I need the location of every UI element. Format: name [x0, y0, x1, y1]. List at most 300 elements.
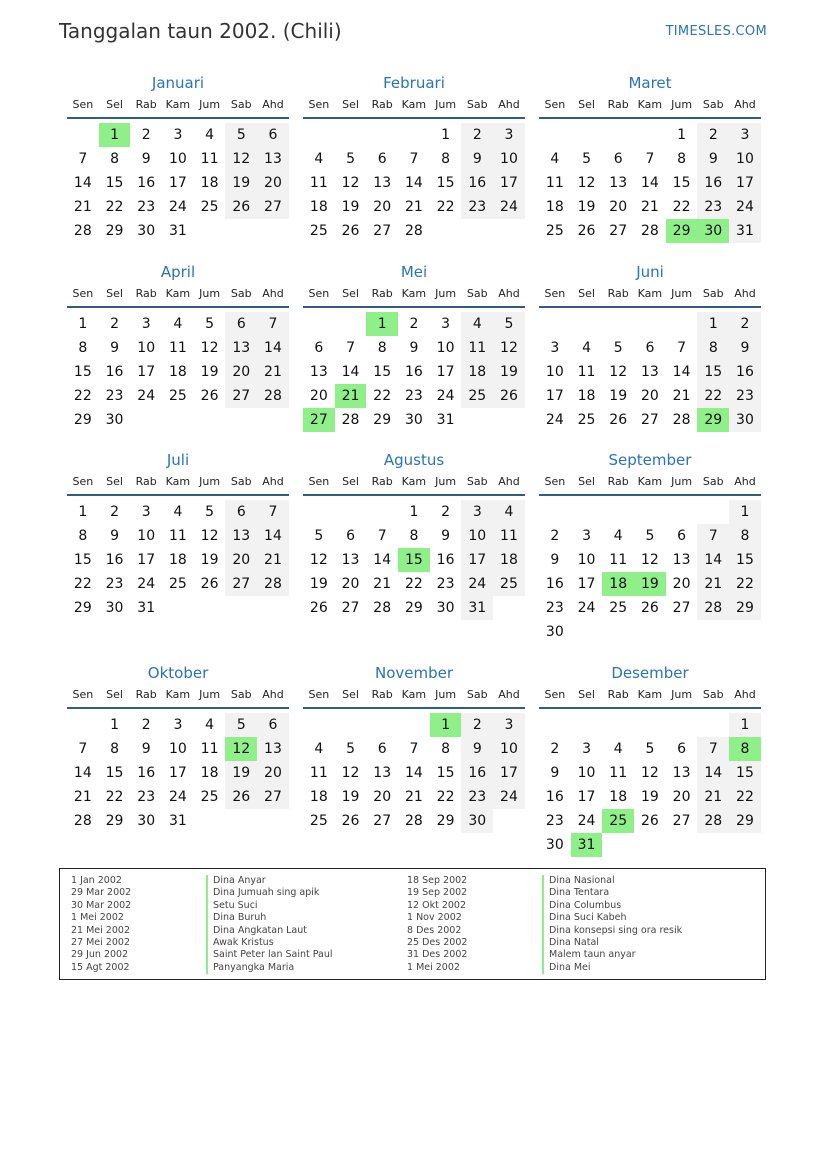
day-cell: 22 [373, 388, 392, 404]
weekday-label: Ahd [498, 475, 520, 488]
day-cell: 8 [78, 340, 88, 356]
week-row [539, 524, 761, 548]
week-row [303, 572, 525, 596]
empty-cell [225, 809, 257, 833]
empty-cell [398, 713, 430, 737]
weekend-day-cell: 15 [729, 548, 761, 572]
week-row [303, 761, 525, 785]
weekend-day-cell: 28 [697, 596, 729, 620]
empty-cell [257, 219, 289, 243]
weekend-day-cell: 16 [461, 171, 493, 195]
weekday-label: Ahd [734, 98, 756, 111]
day-cell: 24 [577, 813, 596, 829]
month-november [303, 663, 525, 833]
empty-cell [303, 713, 335, 737]
month-maret [539, 73, 761, 243]
week-row [303, 408, 525, 432]
weekday-label: Sel [578, 287, 595, 300]
weekend-day-cell: 18 [461, 360, 493, 384]
weekend-day-cell: 28 [697, 809, 729, 833]
weekend-day-cell: 8 [729, 524, 761, 548]
day-cell: 23 [545, 813, 564, 829]
weekend-day-cell: 22 [697, 384, 729, 408]
day-cell: 14 [73, 175, 92, 191]
empty-cell [67, 123, 99, 147]
day-cell: 18 [309, 199, 328, 215]
day-cell: 16 [436, 552, 455, 568]
day-cell: 2 [141, 717, 151, 733]
day-cell: 8 [441, 151, 451, 167]
weekend-day-cell: 27 [257, 195, 289, 219]
day-cell: 26 [200, 388, 219, 404]
weekday-header [539, 474, 761, 496]
empty-cell [335, 312, 367, 336]
weekday-label: Sab [230, 287, 252, 300]
day-cell: 12 [341, 765, 360, 781]
day-cell: 26 [640, 813, 659, 829]
day-cell: 30 [404, 412, 423, 428]
day-cell: 9 [110, 528, 119, 544]
holiday-day-cell: 30 [697, 219, 729, 243]
week-row [539, 713, 761, 737]
day-cell: 17 [577, 789, 596, 805]
day-cell: 11 [577, 364, 596, 380]
month-september [539, 450, 761, 644]
day-cell: 17 [168, 175, 187, 191]
weekend-day-cell: 18 [493, 548, 525, 572]
day-cell: 12 [200, 528, 219, 544]
week-row [67, 384, 289, 408]
week-row [67, 809, 289, 833]
day-cell: 3 [173, 127, 183, 143]
day-cell: 30 [545, 624, 564, 640]
day-cell: 31 [436, 412, 455, 428]
weekend-day-cell: 24 [729, 195, 761, 219]
weekend-day-cell: 7 [257, 500, 289, 524]
weekend-day-cell: 9 [461, 147, 493, 171]
legend-date: 8 Des 2002 [407, 924, 462, 936]
day-cell: 24 [545, 412, 564, 428]
week-row [539, 171, 761, 195]
day-cell: 11 [200, 741, 219, 757]
weekend-day-cell: 9 [729, 336, 761, 360]
holiday-day-cell: 27 [303, 408, 335, 432]
weekend-day-cell: 3 [461, 500, 493, 524]
empty-cell [602, 620, 634, 644]
weekend-day-cell: 30 [461, 809, 493, 833]
day-cell: 4 [582, 340, 591, 356]
day-cell: 14 [404, 765, 423, 781]
day-cell: 23 [137, 789, 156, 805]
weekday-label: Rab [371, 98, 393, 111]
week-row [539, 219, 761, 243]
legend-holiday-name: Dina Buruh [206, 912, 333, 924]
holiday-day-cell: 31 [571, 833, 603, 857]
weekend-day-cell: 25 [493, 572, 525, 596]
weekend-day-cell: 13 [225, 524, 257, 548]
month-name: Desember [611, 664, 689, 682]
weekend-day-cell: 20 [225, 360, 257, 384]
weekday-header [303, 97, 525, 119]
day-cell: 17 [137, 552, 156, 568]
day-cell: 20 [640, 388, 659, 404]
empty-cell [666, 500, 698, 524]
day-cell: 13 [341, 552, 360, 568]
day-cell: 26 [577, 223, 596, 239]
weekend-day-cell: 11 [461, 336, 493, 360]
day-cell: 3 [582, 528, 591, 544]
day-cell: 22 [436, 789, 455, 805]
weekday-label: Sab [702, 688, 724, 701]
day-cell: 21 [640, 199, 659, 215]
day-cell: 11 [168, 528, 187, 544]
day-cell: 10 [577, 552, 596, 568]
day-cell: 26 [609, 412, 628, 428]
day-cell: 22 [73, 388, 92, 404]
day-cell: 25 [309, 223, 328, 239]
month-grid [67, 713, 289, 833]
day-cell: 23 [404, 388, 423, 404]
day-cell: 6 [377, 741, 387, 757]
day-cell: 18 [168, 364, 187, 380]
weekday-label: Sab [230, 475, 252, 488]
month-grid [67, 312, 289, 432]
week-row [67, 713, 289, 737]
day-cell: 13 [672, 765, 691, 781]
weekend-day-cell: 7 [697, 737, 729, 761]
day-cell: 1 [677, 127, 687, 143]
weekday-label: Sel [578, 688, 595, 701]
weekend-day-cell: 8 [697, 336, 729, 360]
day-cell: 30 [105, 600, 124, 616]
weekday-label: Kam [401, 475, 427, 488]
day-cell: 24 [168, 199, 187, 215]
week-row [539, 548, 761, 572]
day-cell: 6 [613, 151, 623, 167]
day-cell: 28 [73, 223, 92, 239]
day-cell: 3 [141, 504, 151, 520]
empty-cell [335, 500, 367, 524]
week-row [67, 572, 289, 596]
holiday-day-cell: 1 [99, 123, 131, 147]
week-row [539, 809, 761, 833]
empty-cell [634, 713, 666, 737]
day-cell: 13 [672, 552, 691, 568]
day-cell: 15 [672, 175, 691, 191]
empty-cell [335, 123, 367, 147]
month-grid [303, 713, 525, 833]
day-cell: 11 [609, 765, 628, 781]
day-cell: 31 [168, 813, 187, 829]
week-row [303, 713, 525, 737]
weekday-label: Sen [72, 287, 94, 300]
weekday-label: Sel [342, 688, 359, 701]
weekday-label: Jum [671, 287, 693, 300]
legend-holiday-name: Dina Columbus [542, 900, 682, 912]
weekend-day-cell: 1 [729, 500, 761, 524]
day-cell: 15 [373, 364, 392, 380]
legend-date: 29 Mar 2002 [71, 887, 132, 899]
day-cell: 18 [609, 789, 628, 805]
day-cell: 7 [78, 741, 88, 757]
weekend-day-cell: 20 [225, 548, 257, 572]
weekday-label: Ahd [734, 688, 756, 701]
week-row [303, 500, 525, 524]
weekday-label: Ahd [734, 475, 756, 488]
weekend-day-cell: 13 [225, 336, 257, 360]
weekend-day-cell: 3 [729, 123, 761, 147]
month-desember [539, 663, 761, 857]
day-cell: 31 [168, 223, 187, 239]
holiday-day-cell: 18 [602, 572, 634, 596]
empty-cell [571, 500, 603, 524]
weekend-day-cell: 14 [257, 524, 289, 548]
weekend-day-cell: 24 [493, 785, 525, 809]
weekday-label: Sab [466, 98, 488, 111]
day-cell: 17 [436, 364, 455, 380]
day-cell: 5 [582, 151, 591, 167]
empty-cell [225, 596, 257, 620]
weekend-day-cell: 9 [461, 737, 493, 761]
day-cell: 29 [73, 600, 92, 616]
weekend-day-cell: 2 [461, 713, 493, 737]
legend-dates-column-1 [71, 875, 131, 974]
week-row [303, 384, 525, 408]
week-row [67, 524, 289, 548]
empty-cell [366, 500, 398, 524]
empty-cell [493, 809, 525, 833]
legend-date: 1 Mei 2002 [407, 961, 460, 973]
month-grid [539, 500, 761, 644]
week-row [539, 500, 761, 524]
day-cell: 5 [645, 741, 655, 757]
day-cell: 25 [168, 388, 187, 404]
day-cell: 7 [377, 528, 387, 544]
empty-cell [571, 123, 603, 147]
empty-cell [697, 833, 729, 857]
weekend-day-cell: 27 [257, 785, 289, 809]
day-cell: 22 [404, 576, 423, 592]
day-cell: 26 [640, 600, 659, 616]
weekend-day-cell: 27 [225, 572, 257, 596]
day-cell: 4 [314, 151, 324, 167]
day-cell: 20 [672, 789, 691, 805]
day-cell: 15 [105, 175, 124, 191]
month-oktober [67, 663, 289, 833]
weekday-header [539, 286, 761, 308]
empty-cell [67, 713, 99, 737]
legend-date: 30 Mar 2002 [71, 899, 132, 911]
week-row [539, 195, 761, 219]
weekend-day-cell: 17 [461, 548, 493, 572]
weekday-label: Jum [435, 287, 457, 300]
day-cell: 8 [78, 528, 88, 544]
day-cell: 6 [346, 528, 355, 544]
weekend-day-cell: 6 [257, 713, 289, 737]
day-cell: 5 [346, 741, 355, 757]
month-grid [539, 713, 761, 857]
day-cell: 15 [73, 552, 92, 568]
day-cell: 28 [404, 223, 423, 239]
weekend-day-cell: 16 [697, 171, 729, 195]
holiday-day-cell: 1 [366, 312, 398, 336]
weekend-day-cell: 31 [461, 596, 493, 620]
day-cell: 8 [441, 741, 451, 757]
empty-cell [493, 219, 525, 243]
empty-cell [634, 620, 666, 644]
day-cell: 23 [105, 576, 124, 592]
weekday-label: Jum [671, 688, 693, 701]
day-cell: 12 [640, 765, 659, 781]
weekday-label: Jum [435, 475, 457, 488]
day-cell: 5 [346, 151, 355, 167]
week-row [67, 596, 289, 620]
day-cell: 9 [409, 340, 419, 356]
weekend-day-cell: 16 [461, 761, 493, 785]
empty-cell [602, 312, 634, 336]
legend-date: 1 Nov 2002 [407, 912, 462, 924]
weekday-header [303, 286, 525, 308]
weekday-label: Kam [637, 98, 663, 111]
week-row [539, 761, 761, 785]
day-cell: 13 [640, 364, 659, 380]
weekday-label: Sel [106, 475, 123, 488]
day-cell: 24 [436, 388, 455, 404]
empty-cell [602, 123, 634, 147]
day-cell: 25 [545, 223, 564, 239]
day-cell: 24 [168, 789, 187, 805]
weekend-day-cell: 10 [729, 147, 761, 171]
day-cell: 12 [341, 175, 360, 191]
day-cell: 10 [436, 340, 455, 356]
weekday-label: Ahd [498, 287, 520, 300]
weekday-label: Sel [342, 475, 359, 488]
weekday-label: Sab [702, 475, 724, 488]
day-cell: 4 [205, 127, 215, 143]
empty-cell [430, 219, 462, 243]
legend-dates-column-2 [407, 875, 467, 974]
day-cell: 30 [137, 223, 156, 239]
empty-cell [162, 596, 194, 620]
day-cell: 4 [173, 504, 183, 520]
day-cell: 20 [373, 789, 392, 805]
empty-cell [602, 713, 634, 737]
weekend-day-cell: 16 [729, 360, 761, 384]
day-cell: 28 [73, 813, 92, 829]
weekday-label: Rab [371, 475, 393, 488]
day-cell: 16 [404, 364, 423, 380]
weekend-day-cell: 29 [729, 596, 761, 620]
weekday-label: Rab [371, 287, 393, 300]
weekend-day-cell: 9 [697, 147, 729, 171]
site-link[interactable]: TIMESLES.COM [665, 24, 767, 39]
day-cell: 5 [613, 340, 623, 356]
weekend-day-cell: 4 [461, 312, 493, 336]
day-cell: 17 [577, 576, 596, 592]
weekday-label: Jum [435, 688, 457, 701]
day-cell: 25 [200, 789, 219, 805]
weekday-label: Sab [230, 98, 252, 111]
weekday-header [303, 474, 525, 496]
legend-date: 19 Sep 2002 [407, 887, 468, 899]
weekday-label: Kam [165, 475, 191, 488]
month-agustus [303, 450, 525, 620]
day-cell: 19 [309, 576, 328, 592]
holiday-day-cell: 19 [634, 572, 666, 596]
day-cell: 9 [141, 151, 151, 167]
legend-holiday-name: Dina Suci Kabeh [542, 912, 682, 924]
legend-holiday-name: Dina Mei [542, 962, 682, 974]
day-cell: 5 [205, 504, 215, 520]
day-cell: 23 [137, 199, 156, 215]
day-cell: 22 [672, 199, 691, 215]
weekend-day-cell: 15 [697, 360, 729, 384]
weekend-day-cell: 19 [225, 761, 257, 785]
month-name: September [608, 451, 692, 469]
weekday-header [67, 474, 289, 496]
day-cell: 25 [577, 412, 596, 428]
empty-cell [697, 620, 729, 644]
weekend-day-cell: 26 [225, 785, 257, 809]
holiday-day-cell: 1 [430, 713, 462, 737]
week-row [303, 219, 525, 243]
day-cell: 2 [441, 504, 451, 520]
empty-cell [666, 312, 698, 336]
week-row [67, 500, 289, 524]
day-cell: 1 [441, 127, 451, 143]
day-cell: 14 [640, 175, 659, 191]
weekday-label: Jum [435, 98, 457, 111]
day-cell: 17 [168, 765, 187, 781]
day-cell: 21 [404, 789, 423, 805]
month-februari [303, 73, 525, 243]
day-cell: 29 [436, 813, 455, 829]
day-cell: 9 [550, 765, 560, 781]
weekend-day-cell: 25 [461, 384, 493, 408]
week-row [67, 195, 289, 219]
weekday-label: Sab [466, 287, 488, 300]
empty-cell [225, 408, 257, 432]
empty-cell [162, 408, 194, 432]
day-cell: 22 [436, 199, 455, 215]
weekday-label: Ahd [498, 688, 520, 701]
day-cell: 6 [677, 528, 687, 544]
empty-cell [634, 123, 666, 147]
weekday-label: Rab [607, 688, 629, 701]
month-grid [539, 312, 761, 432]
day-cell: 2 [110, 504, 119, 520]
day-cell: 3 [441, 316, 451, 332]
weekday-label: Sab [466, 688, 488, 701]
day-cell: 4 [550, 151, 560, 167]
day-cell: 12 [640, 552, 659, 568]
day-cell: 18 [200, 175, 219, 191]
day-cell: 16 [545, 789, 564, 805]
day-cell: 9 [110, 340, 119, 356]
weekday-label: Sen [544, 287, 566, 300]
day-cell: 24 [137, 388, 156, 404]
day-cell: 20 [373, 199, 392, 215]
day-cell: 10 [137, 528, 156, 544]
holiday-day-cell: 12 [225, 737, 257, 761]
day-cell: 16 [105, 552, 124, 568]
month-juni [539, 262, 761, 432]
month-name: November [374, 664, 454, 682]
month-name: Mei [400, 263, 428, 281]
day-cell: 3 [173, 717, 183, 733]
day-cell: 5 [205, 316, 215, 332]
legend-holiday-name: Dina Jumuah sing apik [206, 887, 333, 899]
